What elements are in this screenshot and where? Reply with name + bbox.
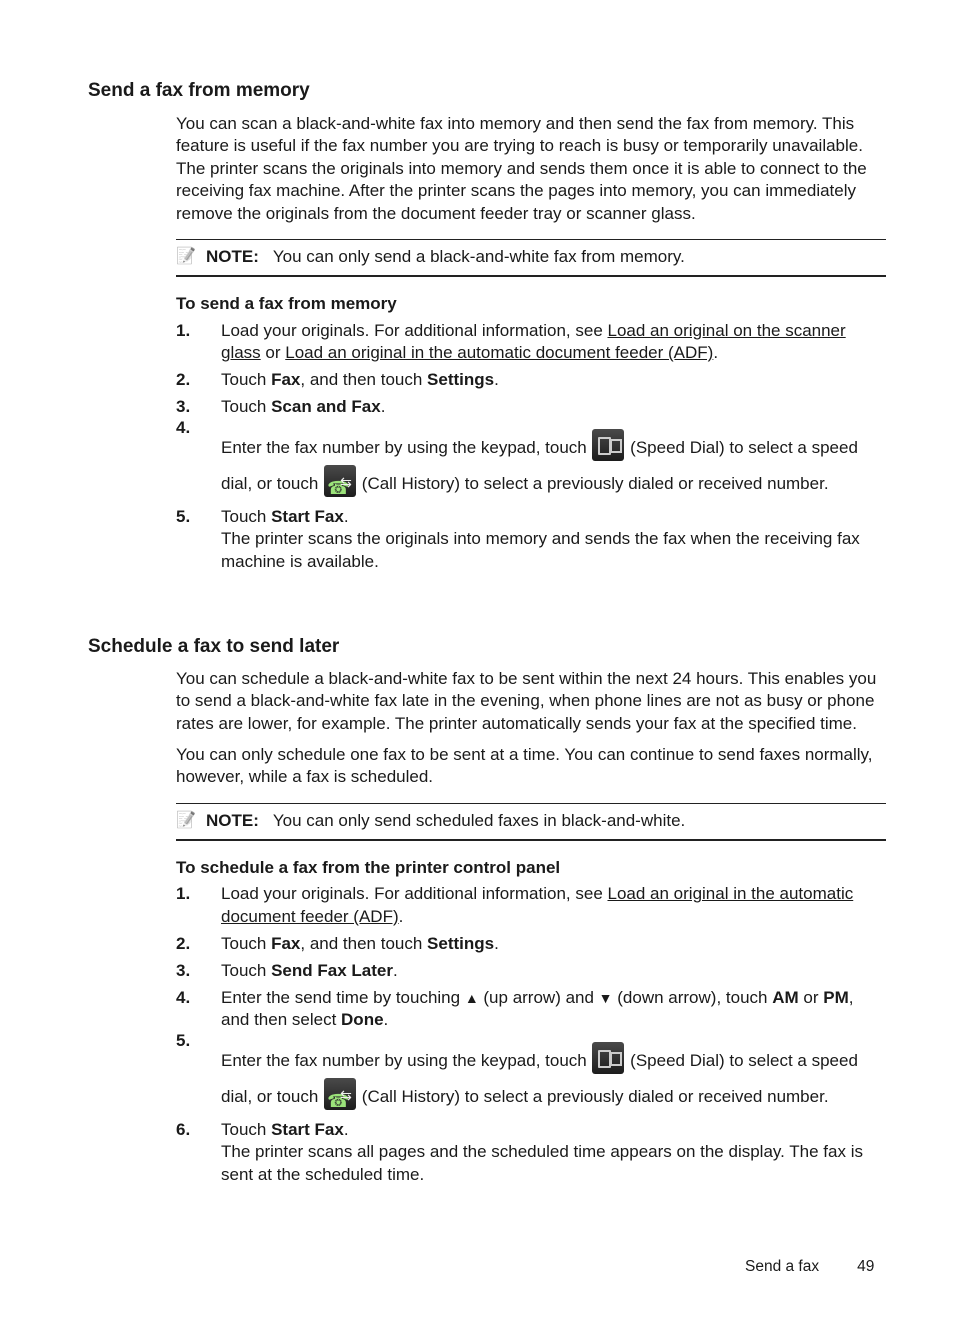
step-text-segment: . xyxy=(494,370,499,390)
step-text-segment: Start Fax xyxy=(271,1119,344,1139)
step-item xyxy=(176,987,886,1032)
step-text-segment: Touch xyxy=(221,506,272,526)
call-history-icon xyxy=(324,1078,356,1110)
step-text xyxy=(221,320,886,365)
step-text-segment: Load your originals. For additional information, see xyxy=(221,320,608,340)
step-text-segment: . xyxy=(398,906,404,926)
note-box xyxy=(176,803,886,841)
section-heading: Schedule a fax to send later xyxy=(88,636,340,657)
step-text-segment: (Speed Dial) to select a speed dial, or touch xyxy=(221,1051,858,1107)
step-item xyxy=(176,933,886,955)
page-footer xyxy=(745,1256,874,1278)
page-number: 49 xyxy=(857,1258,875,1275)
step-text-segment: Settings xyxy=(427,933,495,953)
step-number: 5. xyxy=(176,506,191,526)
procedure-title: To schedule a fax from the printer control panel xyxy=(176,857,561,877)
step-instruction xyxy=(221,396,886,418)
step-text-segment: , and then touch xyxy=(300,933,428,953)
step-text-segment: or xyxy=(798,987,824,1007)
step-text-segment: Touch xyxy=(221,370,272,390)
section-heading: Send a fax from memory xyxy=(88,80,310,101)
step-number: 3. xyxy=(176,397,191,417)
note-label: NOTE: xyxy=(206,810,259,830)
step-instruction xyxy=(221,320,886,365)
step-text-segment: . xyxy=(392,960,398,980)
step-text-segment: Scan and Fax xyxy=(271,397,381,417)
speed-dial-icon xyxy=(592,1042,624,1074)
step-item xyxy=(176,960,886,982)
step-text-segment: PM xyxy=(823,987,849,1007)
step-result: The printer scans the originals into memory and sends the fax when the receiving fax machine is available. xyxy=(221,529,860,571)
step-text-segment: Touch xyxy=(221,1119,272,1139)
note-text: You can only send scheduled faxes in black-and-white. xyxy=(272,810,686,830)
step-text-segment: . xyxy=(713,343,719,363)
step-text-segment: , and then select xyxy=(221,987,854,1030)
step-text-segment: . xyxy=(380,397,386,417)
step-instruction xyxy=(221,506,886,528)
step-result: The printer scans all pages and the scheduled time appears on the display. The fax is sent at the scheduled time. xyxy=(221,1142,863,1184)
step-item xyxy=(176,396,886,418)
step-text-segment: Done xyxy=(341,1010,384,1030)
step-text-segment: . xyxy=(343,506,349,526)
speed-dial-icon xyxy=(592,429,624,461)
step-text-segment: or xyxy=(260,343,286,363)
step-text-segment: Send Fax Later xyxy=(271,960,393,980)
step-text-segment: Load your originals. For additional information, see xyxy=(221,884,608,904)
step-text xyxy=(221,423,886,501)
step-item xyxy=(176,320,886,365)
step-text-segment: Settings xyxy=(427,370,495,390)
step-text-segment: (down arrow), touch xyxy=(612,987,773,1007)
step-text xyxy=(221,369,886,391)
note-icon: 📝 xyxy=(176,248,196,266)
step-text-segment: Touch xyxy=(221,397,272,417)
step-number: 3. xyxy=(176,960,191,980)
step-text xyxy=(221,1119,886,1186)
step-text-segment: Touch xyxy=(221,933,272,953)
down-arrow-icon: ▼ xyxy=(598,989,613,1006)
step-item xyxy=(176,506,886,573)
step-item xyxy=(176,369,886,391)
step-instruction xyxy=(221,960,886,982)
note-box xyxy=(176,239,886,277)
step-instruction xyxy=(221,1119,886,1141)
step-text-segment: (Speed Dial) to select a speed dial, or touch xyxy=(221,438,858,494)
cross-reference-link[interactable]: Load an original in the automatic document feeder (ADF) xyxy=(221,884,854,926)
step-text-segment: Enter the fax number by using the keypad, touch xyxy=(221,438,592,458)
step-item xyxy=(176,1031,886,1114)
step-text xyxy=(221,1036,886,1114)
step-number: 6. xyxy=(176,1119,191,1139)
call-history-icon xyxy=(324,465,356,497)
step-instruction xyxy=(221,883,886,928)
step-text xyxy=(221,396,886,418)
step-text-segment: (Call History) to select a previously dialed or received number. xyxy=(357,1087,829,1107)
cross-reference-link[interactable]: Load an original in the automatic document feeder (ADF) xyxy=(285,343,714,363)
note-label: NOTE: xyxy=(206,247,259,267)
step-instruction xyxy=(221,1042,886,1114)
step-number: 4. xyxy=(176,987,191,1007)
paragraph: You can only schedule one fax to be sent at a time. You can continue to send faxes normally, however, while a fax is scheduled. xyxy=(176,744,873,787)
step-number: 5. xyxy=(176,1031,191,1051)
note-icon: 📝 xyxy=(176,811,196,829)
step-item xyxy=(176,883,886,928)
paragraph: You can scan a black-and-white fax into memory and then send the fax from memory. This feature is useful if the fax number you are trying to reach is busy or temporarily unavailable. The printer scans the originals into memory and sends them once it is able to connect to the receiving fax machine. After the printer scans the pages into memory, you can immediately remove the originals from the document feeder tray or scanner glass. xyxy=(176,114,867,223)
step-instruction xyxy=(221,933,886,955)
step-text-segment: (Call History) to select a previously dialed or received number. xyxy=(357,474,829,494)
step-text-segment: Fax xyxy=(271,933,301,953)
step-text-segment: . xyxy=(383,1010,389,1030)
step-instruction xyxy=(221,429,886,501)
step-number: 4. xyxy=(176,418,191,438)
step-item xyxy=(176,418,886,501)
step-text-segment: . xyxy=(343,1119,349,1139)
step-number: 2. xyxy=(176,933,191,953)
up-arrow-icon: ▲ xyxy=(464,989,479,1006)
step-text-segment: Fax xyxy=(271,370,301,390)
step-text-segment: AM xyxy=(772,987,799,1007)
step-number: 2. xyxy=(176,370,191,390)
step-number: 1. xyxy=(176,884,191,904)
step-text-segment: Start Fax xyxy=(271,506,344,526)
paragraph: You can schedule a black-and-white fax to be sent within the next 24 hours. This enables you to send a black-and-white fax late in the evening, when phone lines are not as busy or phone rates are lower, for example. The printer automatically sends your fax at the specified time. xyxy=(176,669,877,733)
step-text xyxy=(221,987,886,1032)
note-text: You can only send a black-and-white fax from memory. xyxy=(272,247,685,267)
cross-reference-link[interactable]: Load an original on the scanner glass xyxy=(221,320,846,363)
step-text-segment: (up arrow) and xyxy=(478,987,599,1007)
step-text-segment: . xyxy=(494,933,499,953)
step-text xyxy=(221,506,886,573)
section-send-from-memory xyxy=(176,113,886,578)
step-instruction xyxy=(221,987,886,1032)
step-text-segment: Touch xyxy=(221,960,272,980)
step-text-segment: Enter the fax number by using the keypad, touch xyxy=(221,1051,592,1071)
procedure-title: To send a fax from memory xyxy=(176,294,397,314)
section-schedule-fax xyxy=(176,668,886,1191)
step-item xyxy=(176,1119,886,1186)
step-text-segment: , and then touch xyxy=(300,370,428,390)
step-instruction xyxy=(221,369,886,391)
step-text xyxy=(221,960,886,982)
step-number: 1. xyxy=(176,320,191,340)
step-text xyxy=(221,883,886,928)
step-text-segment: Enter the send time by touching xyxy=(221,987,465,1007)
footer-section: Send a fax xyxy=(745,1258,820,1275)
step-text xyxy=(221,933,886,955)
